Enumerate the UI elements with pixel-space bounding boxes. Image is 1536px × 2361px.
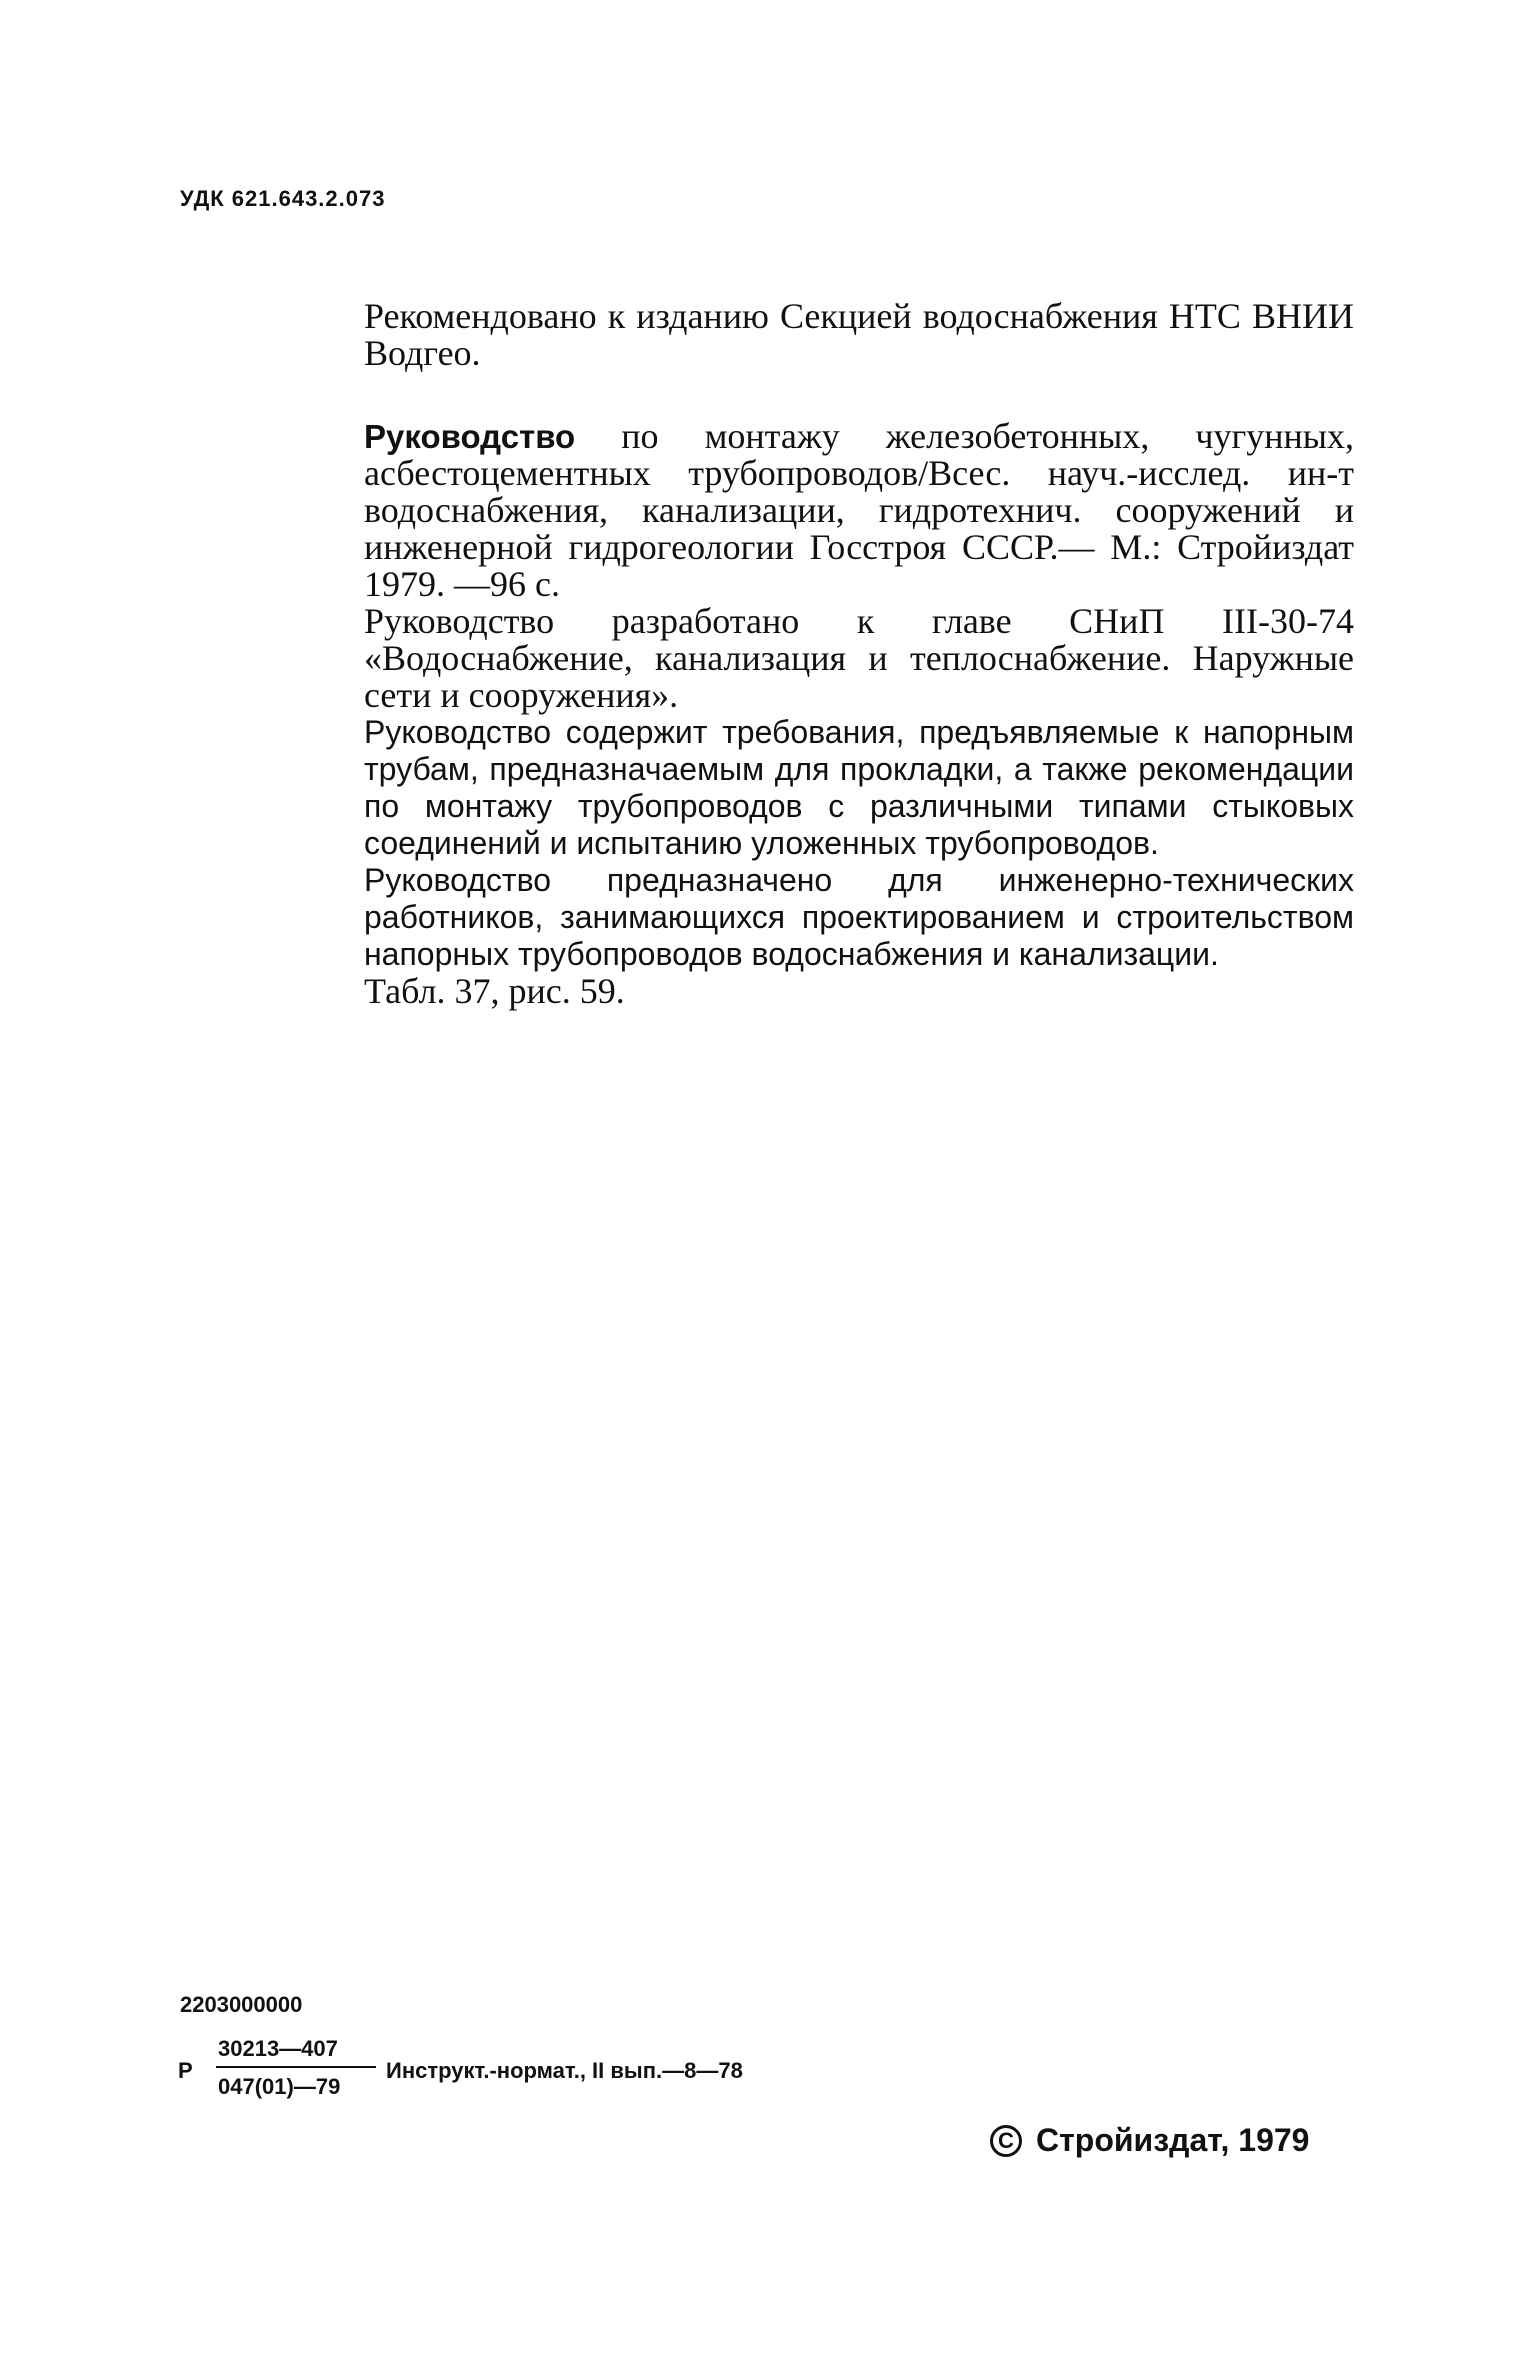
udk-code: УДК 621.643.2.073 [180,186,386,211]
paragraph-guideline-basis: Руководство разработано к главе СНиП III-30-74 «Водоснабжение, канализация и теплоснабжение. Наружные сети и сооружения». [364,601,1354,715]
paragraph-audience: Руководство предназначено для инженерно-технических работников, занимающихся проектированием и строительством напорных трубопроводов водоснабжения и канализации. [364,862,1354,972]
copyright-icon: C [990,2125,1022,2157]
abstract [364,418,1354,1010]
paragraph-contents: Руководство содержит требования, предъявляемые к напорным трубам, предназначаемым для прокладки, а также рекомендации по монтажу трубопроводов с различными типами стыковых соединений и испытанию уложенных трубопроводов. [364,714,1354,861]
recommendation-note: Рекомендовано к изданию Секцией водоснабжения НТС ВНИИ Водгео. [364,296,1354,373]
copyright-text: Стройиздат, 1979 [1036,2122,1310,2158]
index-description: Инструкт.-нормат., II вып.—8—78 [386,2058,743,2083]
publication-index [178,2036,898,2116]
catalog-code: 2203000000 [180,1992,303,2017]
index-denominator: 047(01)—79 [218,2074,341,2099]
citation [364,418,1354,603]
paragraph-tables-figures: Табл. 37, рис. 59. [364,971,625,1011]
fraction-bar [216,2066,376,2068]
copyright [990,2122,1309,2159]
index-numerator: 30213—407 [218,2036,338,2061]
index-letter: Р [178,2058,193,2083]
citation-lead: Руководство [364,418,576,455]
citation-body: по монтажу железобетонных, чугунных, асбестоцементных трубопроводов/Всес. науч.-исслед. ин-т водоснабжения, канализации, гидротехнич. сооружений и инженерной гидрогеологии Госстроя СССР.— М.: Стройиздат 1979. —96 с. [364,416,1354,604]
